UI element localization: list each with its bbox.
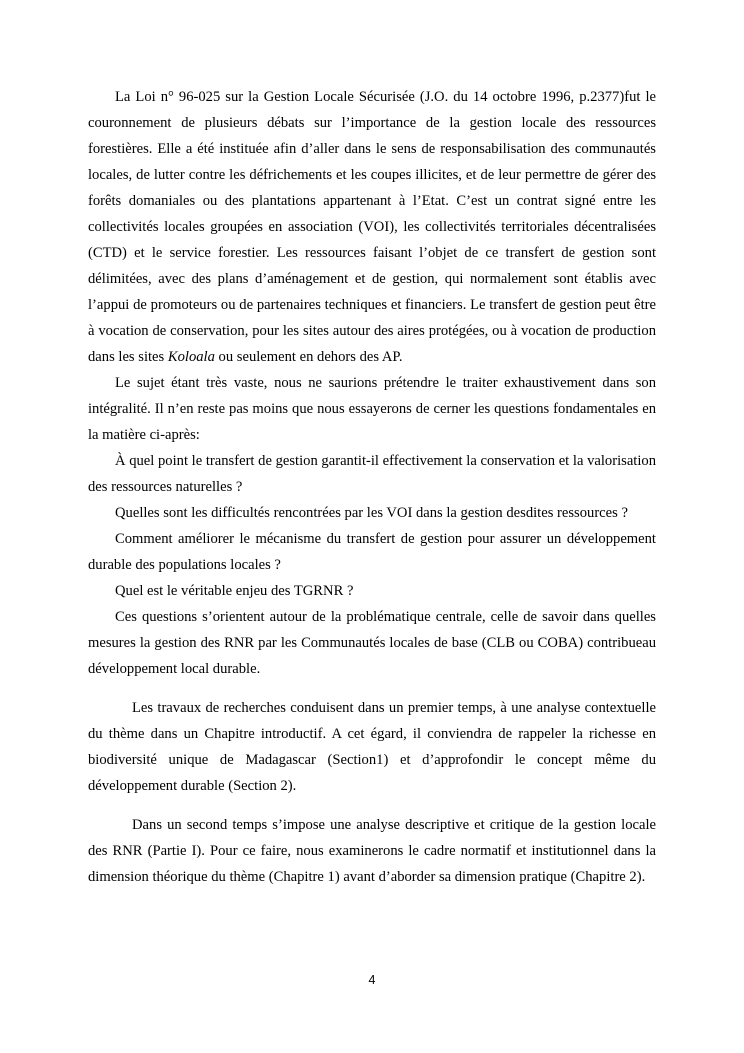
paragraph-text: La Loi n° 96-025 sur la Gestion Locale Sécurisée (J.O. du 14 octobre 1996, p.2377)fut le couronnement de plusieurs débats sur l’importance de la gestion locale des ressources forestières. Elle a été instituée afin d’aller dans le sens de responsabilisation des communautés locales, de lutter contre les défrichements et les coupes illicites, et de leur permettre de gérer des forêts domaniales ou des plantations appartenant à l’Etat. C’est un contrat signé entre les collectivités locales groupées en association (VOI), les collectivités territoriales décentralisées (CTD) et le service forestier. Les ressources faisant l’objet de ce transfert de gestion sont délimitées, avec des plans d’aménagement et de gestion, qui normalement sont établis avec l’appui de promoteurs ou de partenaires techniques et financiers. Le transfert de gestion peut être à vocation de conservation, pour les sites autour des aires protégées, ou à vocation de production dans les sites — [88, 89, 656, 365]
paragraph-problematique: Ces questions s’orientent autour de la problématique centrale, celle de savoir dans quelles mesures la gestion des RNR par les Communautés locales de base (CLB ou COBA) contribueau développement local durable. — [88, 609, 656, 677]
paragraph-scope: Le sujet étant très vaste, nous ne saurions prétendre le traiter exhaustivement dans son intégralité. Il n’en reste pas moins que nous essayerons de cerner les questions fondamentales en la matière ci-après: — [88, 375, 656, 443]
italic-term: Koloala — [167, 349, 215, 365]
page-body — [88, 84, 656, 890]
paragraph-text: ou seulement en dehors des AP. — [214, 349, 403, 365]
paragraph-intro-law — [88, 84, 656, 370]
question-1: À quel point le transfert de gestion garantit-il effectivement la conservation et la valorisation des ressources naturelles ? — [88, 453, 656, 495]
paragraph-second-part: Dans un second temps s’impose une analyse descriptive et critique de la gestion locale des RNR (Partie I). Pour ce faire, nous examinerons le cadre normatif et institutionnel dans la dimension théorique du thème (Chapitre 1) avant d’aborder sa dimension pratique (Chapitre 2). — [88, 817, 656, 885]
question-2: Quelles sont les difficultés rencontrées par les VOI dans la gestion desdites ressources ? — [115, 505, 628, 521]
question-4: Quel est le véritable enjeu des TGRNR ? — [115, 583, 354, 599]
page-number: 4 — [368, 973, 376, 987]
question-3: Comment améliorer le mécanisme du transfert de gestion pour assurer un développement durable des populations locales ? — [88, 531, 656, 573]
paragraph-first-part: Les travaux de recherches conduisent dans un premier temps, à une analyse contextuelle du thème dans un Chapitre introductif. A cet égard, il conviendra de rappeler la richesse en biodiversité unique de Madagascar (Section1) et d’approfondir le concept même du développement durable (Section 2). — [88, 700, 656, 794]
